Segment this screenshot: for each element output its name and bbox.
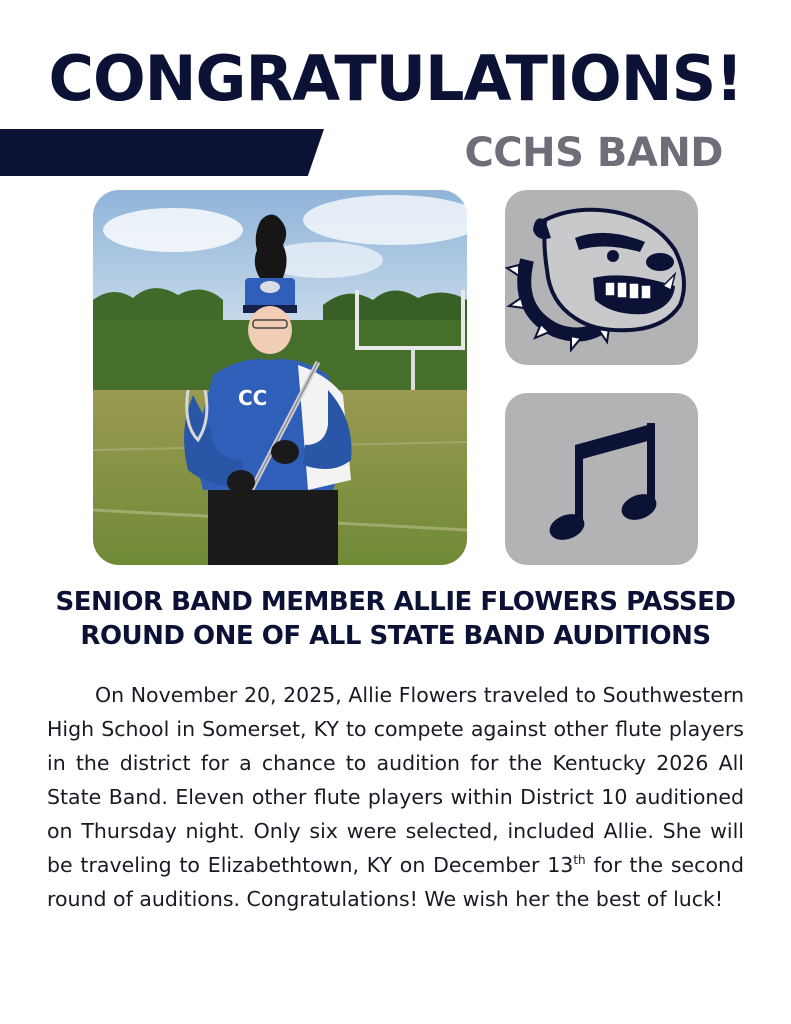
music-tile	[505, 393, 698, 565]
announcement-caption	[40, 585, 751, 653]
page-subtitle: CCHS BAND	[464, 130, 723, 176]
student-photo	[93, 190, 467, 565]
article-part-2: for the second round of auditions. Congratulations! We wish her the best of luck!	[47, 853, 744, 911]
mascot-tile	[505, 190, 698, 365]
bulldog-mascot-icon	[505, 190, 698, 365]
jacket-letters: CC	[238, 386, 268, 410]
caption-line-1: SENIOR BAND MEMBER ALLIE FLOWERS PASSED	[55, 587, 736, 617]
music-note-icon	[505, 393, 698, 565]
accent-bar	[0, 129, 324, 176]
page-title: CONGRATULATIONS!	[48, 42, 743, 115]
ordinal-suffix: th	[573, 853, 586, 868]
article-body	[47, 678, 744, 916]
caption-line-2: ROUND ONE OF ALL STATE BAND AUDITIONS	[80, 621, 711, 651]
article-part-1: On November 20, 2025, Allie Flowers traveled to Southwestern High School in Somerset, KY to compete against other flute players in the district for a chance to audition for the Kentucky 2026 All State Band. Eleven other flute players within District 10 auditioned on Thursday night. Only six were selected, included Allie. She will be traveling to Elizabethtown, KY on December 13	[47, 683, 744, 877]
